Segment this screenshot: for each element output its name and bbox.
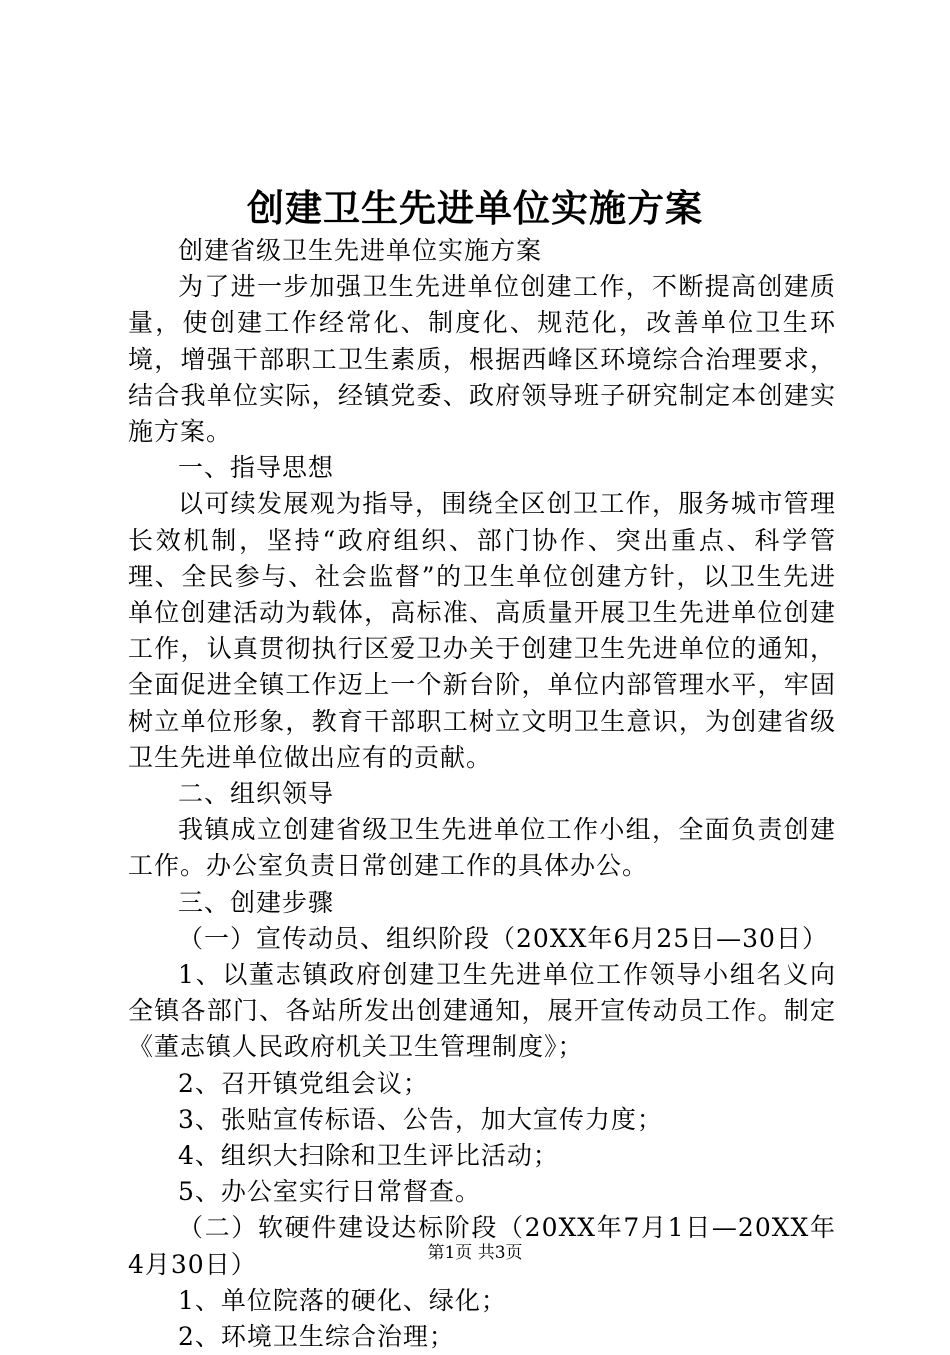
- document-title: 创建卫生先进单位实施方案: [247, 186, 703, 230]
- section-heading-guiding-thought: 一、指导思想: [178, 453, 335, 483]
- list-item: 4、组织大扫除和卫生评比活动；: [178, 1141, 559, 1171]
- paragraph-organization: 我镇成立创建省级卫生先进单位工作小组，全面负责创建工作。办公室负责日常创建工作的具体办公。: [128, 815, 836, 881]
- subsection-heading-stage-one: （一）宣传动员、组织阶段（20XX年6月25日—30日）: [178, 923, 828, 953]
- list-item: 2、环境卫生综合治理；: [178, 1322, 455, 1352]
- list-item: 5、办公室实行日常督查。: [178, 1177, 481, 1207]
- list-item: 3、张贴宣传标语、公告，加大宣传力度；: [178, 1104, 663, 1134]
- subsection-heading-stage-two: （二）软硬件建设达标阶段（20XX年7月1日—20XX年4月30日）: [128, 1213, 836, 1279]
- page-footer: 第1页 共3页: [427, 1243, 523, 1263]
- paragraph-subtitle: 创建省级卫生先进单位实施方案: [178, 236, 543, 265]
- paragraph-guiding-thought: 以可续发展观为指导，围绕全区创卫工作，服务城市管理长效机制，坚持“政府组织、部门协作、突出重点、科学管理、全民参与、社会监督”的卫生单位创建方针，以卫生先进单位创建活动为载体，高标准、高质量开展卫生先进单位创建工作，认真贯彻执行区爱卫办关于创建卫生先进单位的通知，全面促进全镇工作迈上一个新台阶，单位内部管理水平，牢固树立单位形象，教育干部职工树立文明卫生意识，为创建省级卫生先进单位做出应有的贡献。: [128, 489, 836, 772]
- list-item: 1、单位院落的硬化、绿化；: [178, 1285, 507, 1315]
- section-heading-steps: 三、创建步骤: [178, 887, 335, 917]
- document-body: [128, 233, 836, 1355]
- section-heading-organization: 二、组织领导: [178, 779, 335, 809]
- list-item: 1、以董志镇政府创建卫生先进单位工作领导小组名义向全镇各部门、各站所发出创建通知，展开宣传动员工作。制定《董志镇人民政府机关卫生管理制度》；: [128, 960, 836, 1062]
- list-item: 2、召开镇党组会议；: [178, 1068, 429, 1098]
- paragraph-intro: 为了进一步加强卫生先进单位创建工作，不断提高创建质量，使创建工作经常化、制度化、规范化，改善单位卫生环境，增强干部职工卫生素质，根据西峰区环境综合治理要求，结合我单位实际，经镇党委、政府领导班子研究制定本创建实施方案。: [128, 272, 836, 447]
